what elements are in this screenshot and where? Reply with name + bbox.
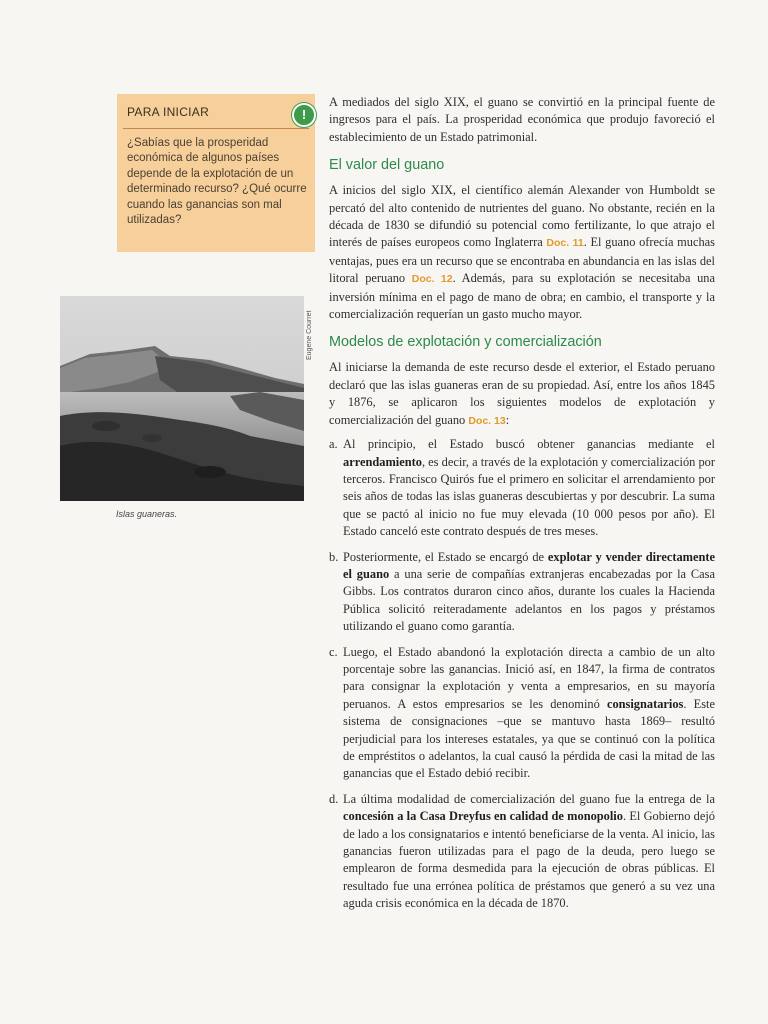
islas-guaneras-image	[60, 296, 304, 501]
valor-text-3: . Además, para su explotación se necesitaba una inversión mínima en el pago de mano de obra; en cambio, el transporte y la comercialización requerían un gasto mucho mayor.	[329, 271, 715, 322]
valor-paragraph	[329, 182, 715, 323]
item-text-pre: La última modalidad de comercialización del guano fue la entrega de la	[343, 791, 715, 806]
section-heading-valor: El valor del guano	[329, 157, 445, 174]
list-marker: c.	[329, 644, 338, 659]
doc-reference: Doc. 12	[411, 273, 453, 286]
item-keyword: explotar y vender directamente el guano	[343, 549, 715, 581]
para-iniciar-question: ¿Sabías que la prosperidad económica de algunos países depende de la explotación de un determinado recurso? ¿Qué ocurre cuando las ganancias son mal utilizadas?	[127, 137, 307, 227]
exclamation-icon: !	[292, 103, 316, 127]
photo-caption: Islas guaneras.	[116, 509, 178, 519]
list-marker: d.	[329, 791, 339, 806]
list-item	[329, 549, 715, 636]
doc-reference: Doc. 11	[546, 237, 584, 250]
list-marker: a.	[329, 437, 338, 452]
para-iniciar-title: PARA INICIAR	[127, 105, 210, 119]
item-text-pre: Al principio, el Estado buscó obtener ganancias mediante el	[343, 437, 715, 452]
modelos-text-2: :	[505, 412, 510, 427]
item-text-post: . Este sistema de consignaciones –que se mantuvo hasta 1869– resultó perjudicial para los intereses estatales, ya que se continuó con la política de empréstitos o adelantos, la cual causó la pérdida de casi la mitad de las ganancias que el Estado debió recibir.	[343, 696, 715, 781]
valor-text-2: . El guano ofrecía muchas ventajas, pues era un recurso que se encontraba en abundancia en las islas del litoral peruano	[329, 235, 715, 286]
para-iniciar-header	[117, 100, 315, 126]
item-text-post: . El Gobierno dejó de lado a los consignatarios e intentó beneficiarse de la venta. Al inicio, las ganancias fueron utilizadas para el pago de la deuda, pero luego se emplearon de forma desmedida para la ejecución de obras públicas. El resultado fue una errónea política de préstamos que generó a su vez una aguda crisis económica en la década de 1870.	[343, 809, 715, 911]
para-iniciar-box	[117, 94, 315, 252]
list-marker: b.	[329, 549, 339, 564]
item-text-pre: Posteriormente, el Estado se encargó de	[343, 549, 548, 564]
photo-credit: Eugene Courret	[306, 310, 313, 360]
section-heading-modelos: Modelos de explotación y comercialización	[329, 334, 602, 351]
valor-text-1: A inicios del siglo XIX, el científico alemán Alexander von Humboldt se percató del alto contenido de nutrientes del guano. No obstante, recién en la década de 1830 se difundió su potencial como fertilizante, lo que atrajo el interés de países europeos como Inglaterra	[329, 183, 715, 250]
intro-paragraph: A mediados del siglo XIX, el guano se convirtió en la principal fuente de ingresos para el país. La prosperidad económica que produjo favoreció el establecimiento de un Estado patrimonial.	[329, 95, 715, 144]
item-keyword: concesión a la Casa Dreyfus en calidad de monopolio	[343, 809, 623, 824]
item-keyword: arrendamiento	[343, 454, 422, 469]
modelos-text-1: Al iniciarse la demanda de este recurso desde el exterior, el Estado peruano declaró que las islas guaneras eran de su propiedad. Así, entre los años 1845 y 1876, se aplicaron los siguientes modelos de explotación y comercialización del guano	[329, 360, 715, 427]
islas-guaneras-photo	[60, 296, 304, 501]
item-text-pre: Luego, el Estado abandonó la explotación directa a cambio de un alto porcentaje sobre las ganancias. Inició así, en 1847, la firma de contratos para consignar la explotación y venta a empresarios, en su mayoría peruanos. A estos empresarios se les denominó	[343, 644, 715, 711]
item-keyword: consignatarios	[606, 696, 684, 711]
divider	[123, 128, 309, 129]
list-item	[329, 644, 715, 783]
modelos-paragraph	[329, 359, 715, 430]
item-text-post: , es decir, a través de la explotación y comercialización por terceros. Francisco Quirós fue el primero en solicitar el arrendamiento por seis años de todas las islas guaneras descubiertas y por descubrir. La suma que se pactó al inicio no fue muy elevada (10 000 pesos por año). El Estado canceló este contrato después de tres meses.	[343, 454, 715, 539]
item-text-post: a una serie de compañías extranjeras encabezadas por la Casa Gibbs. Los contratos duraron cinco años, durante los cuales la Hacienda Pública solicitó reiteradamente adelantos en los pagos y préstamos utilizando el guano como garantía.	[343, 566, 715, 634]
list-item	[329, 791, 715, 913]
main-column	[329, 94, 715, 921]
list-item	[329, 436, 715, 540]
doc-reference: Doc. 13	[468, 414, 506, 427]
